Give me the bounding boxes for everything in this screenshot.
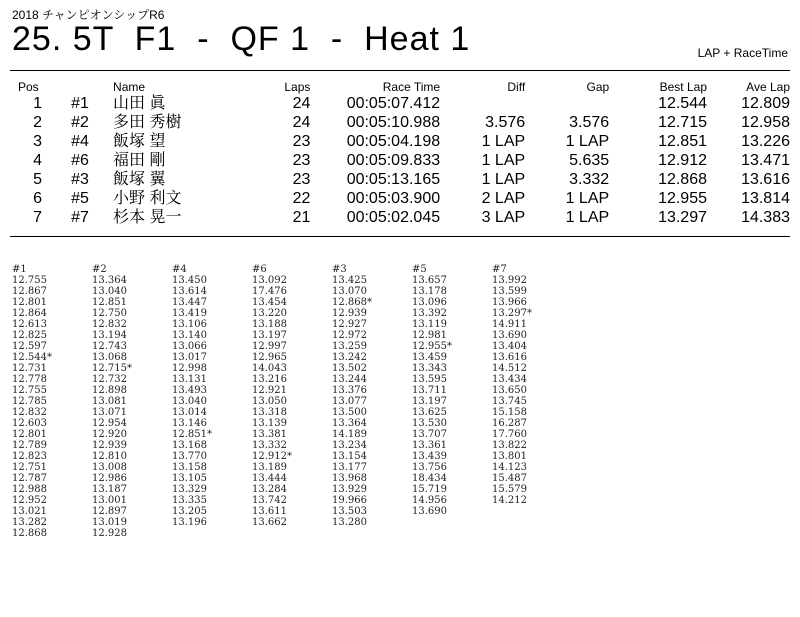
lap-time: 13.745 bbox=[492, 396, 527, 407]
lap-time: 12.751 bbox=[12, 462, 47, 473]
lap-time: 13.454 bbox=[252, 297, 287, 308]
laps-cell: 24 bbox=[292, 95, 311, 112]
lap-time: 18.434 bbox=[412, 473, 447, 484]
col-gap-header: Gap bbox=[586, 80, 610, 94]
lap-time: 13.071 bbox=[92, 407, 127, 418]
lap-time: 13.493 bbox=[172, 385, 207, 396]
lap-time: 13.657 bbox=[412, 275, 447, 286]
col-pos-header: Pos bbox=[18, 80, 39, 94]
lap-time: 14.189 bbox=[332, 429, 367, 440]
lap-time: 13.329 bbox=[172, 484, 207, 495]
lap-time: 13.335 bbox=[172, 495, 207, 506]
best-lap-cell: 12.912 bbox=[658, 152, 707, 169]
lap-time: 17.760 bbox=[492, 429, 527, 440]
lap-time: 12.952 bbox=[12, 495, 47, 506]
lap-time: 12.997 bbox=[252, 341, 287, 352]
lap-time: 19.966 bbox=[332, 495, 367, 506]
lap-time: 13.599 bbox=[492, 286, 527, 297]
lap-time: 13.364 bbox=[92, 275, 127, 286]
lap-time: 13.146 bbox=[172, 418, 207, 429]
lap-time: 12.789 bbox=[12, 440, 47, 451]
lap-time: 12.920 bbox=[92, 429, 127, 440]
lap-time: 12.755 bbox=[12, 275, 47, 286]
lap-time: 12.898 bbox=[92, 385, 127, 396]
car-number-cell: #3 bbox=[71, 171, 89, 188]
race-time-cell: 00:05:09.833 bbox=[346, 152, 441, 169]
lap-column bbox=[172, 264, 252, 539]
lap-time: 15.487 bbox=[492, 473, 527, 484]
best-lap-cell: 12.868 bbox=[658, 171, 707, 188]
results-row bbox=[18, 113, 790, 132]
lap-time: 17.476 bbox=[252, 286, 287, 297]
lap-time: 13.707 bbox=[412, 429, 447, 440]
lap-time: 13.929 bbox=[332, 484, 367, 495]
pos-cell: 2 bbox=[33, 114, 43, 131]
lap-time: 13.194 bbox=[92, 330, 127, 341]
lap-time: 13.040 bbox=[92, 286, 127, 297]
lap-time: 12.998 bbox=[172, 363, 207, 374]
ave-lap-cell: 13.616 bbox=[741, 171, 790, 188]
lap-time: 13.158 bbox=[172, 462, 207, 473]
lap-column bbox=[412, 264, 492, 539]
results-row bbox=[18, 151, 790, 170]
lap-column bbox=[492, 264, 572, 539]
lap-time: 13.284 bbox=[252, 484, 287, 495]
lap-time: 13.189 bbox=[252, 462, 287, 473]
lap-time: 13.105 bbox=[172, 473, 207, 484]
lap-time: 13.140 bbox=[172, 330, 207, 341]
results-header-row bbox=[18, 80, 790, 94]
driver-name-cell: 飯塚 望 bbox=[113, 133, 166, 150]
col-laps-header: Laps bbox=[284, 80, 311, 94]
driver-name-cell: 福田 剛 bbox=[113, 152, 166, 169]
best-lap-cell: 12.851 bbox=[658, 133, 707, 150]
ave-lap-cell: 13.814 bbox=[741, 190, 790, 207]
lap-time: 13.001 bbox=[92, 495, 127, 506]
lap-time: 12.778 bbox=[12, 374, 47, 385]
lap-time: 13.242 bbox=[332, 352, 367, 363]
lap-time: 13.066 bbox=[172, 341, 207, 352]
lap-time: 13.096 bbox=[412, 297, 447, 308]
ave-lap-cell: 12.809 bbox=[741, 95, 790, 112]
bottom-divider bbox=[10, 236, 790, 237]
lap-time: 13.742 bbox=[252, 495, 287, 506]
lap-time: 12.743 bbox=[92, 341, 127, 352]
lap-time: 13.234 bbox=[332, 440, 367, 451]
driver-name-cell: 飯塚 翼 bbox=[113, 171, 166, 188]
lap-time: 13.434 bbox=[492, 374, 527, 385]
lap-time: 13.447 bbox=[172, 297, 207, 308]
laps-cell: 23 bbox=[292, 133, 311, 150]
lap-time: 13.503 bbox=[332, 506, 367, 517]
lap-time: 13.690 bbox=[492, 330, 527, 341]
race-time-cell: 00:05:04.198 bbox=[346, 133, 441, 150]
ave-lap-cell: 14.383 bbox=[741, 209, 790, 226]
pos-cell: 4 bbox=[33, 152, 43, 169]
lap-time: 13.404 bbox=[492, 341, 527, 352]
lap-time: 12.867 bbox=[12, 286, 47, 297]
col-best-lap-header: Best Lap bbox=[659, 80, 707, 94]
pos-cell: 5 bbox=[33, 171, 43, 188]
race-time-cell: 00:05:10.988 bbox=[346, 114, 441, 131]
laps-cell: 22 bbox=[292, 190, 311, 207]
lap-time: 12.912* bbox=[252, 451, 292, 462]
lap-time: 13.662 bbox=[252, 517, 287, 528]
lap-time: 13.019 bbox=[92, 517, 127, 528]
lap-time: 12.939 bbox=[332, 308, 367, 319]
lap-time: 12.832 bbox=[12, 407, 47, 418]
lap-time: 14.123 bbox=[492, 462, 527, 473]
lap-time: 12.864 bbox=[12, 308, 47, 319]
pos-cell: 1 bbox=[33, 95, 43, 112]
lap-time: 12.823 bbox=[12, 451, 47, 462]
lap-time: 12.801 bbox=[12, 297, 47, 308]
lap-time: 13.968 bbox=[332, 473, 367, 484]
lap-time: 13.131 bbox=[172, 374, 207, 385]
lap-time: 13.690 bbox=[412, 506, 447, 517]
lap-time: 13.197 bbox=[412, 396, 447, 407]
lap-time: 12.981 bbox=[412, 330, 447, 341]
lap-time: 12.787 bbox=[12, 473, 47, 484]
lap-time: 15.158 bbox=[492, 407, 527, 418]
lap-time: 13.614 bbox=[172, 286, 207, 297]
ave-lap-cell: 13.471 bbox=[741, 152, 790, 169]
lap-time: 14.956 bbox=[412, 495, 447, 506]
laps-cell: 21 bbox=[292, 209, 311, 226]
lap-time: 14.911 bbox=[492, 319, 527, 330]
lap-time: 12.928 bbox=[92, 528, 127, 539]
laps-cell: 24 bbox=[292, 114, 311, 131]
lap-time: 14.212 bbox=[492, 495, 527, 506]
report-mode-label: LAP + RaceTime bbox=[697, 46, 788, 60]
lap-time: 14.043 bbox=[252, 363, 287, 374]
lap-time: 12.731 bbox=[12, 363, 47, 374]
gap-cell: 1 LAP bbox=[565, 209, 610, 226]
lap-time: 12.810 bbox=[92, 451, 127, 462]
lap-time: 13.077 bbox=[332, 396, 367, 407]
pos-cell: 7 bbox=[33, 209, 43, 226]
race-time-cell: 00:05:03.900 bbox=[346, 190, 441, 207]
lap-time: 13.106 bbox=[172, 319, 207, 330]
lap-time: 12.613 bbox=[12, 319, 47, 330]
results-body bbox=[18, 94, 790, 227]
lap-time: 13.216 bbox=[252, 374, 287, 385]
lap-time: 12.597 bbox=[12, 341, 47, 352]
lap-time: 13.502 bbox=[332, 363, 367, 374]
lap-time: 12.750 bbox=[92, 308, 127, 319]
lap-time: 13.070 bbox=[332, 286, 367, 297]
lap-time: 13.014 bbox=[172, 407, 207, 418]
lap-time: 13.197 bbox=[252, 330, 287, 341]
best-lap-cell: 12.544 bbox=[658, 95, 707, 112]
lap-time: 13.332 bbox=[252, 440, 287, 451]
lap-time: 12.988 bbox=[12, 484, 47, 495]
lap-time: 12.732 bbox=[92, 374, 127, 385]
lap-time: 12.715* bbox=[92, 363, 132, 374]
col-car-header bbox=[71, 80, 103, 94]
gap-cell: 5.635 bbox=[569, 152, 610, 169]
col-race-time-header: Race Time bbox=[382, 80, 441, 94]
lap-time: 12.972 bbox=[332, 330, 367, 341]
ave-lap-cell: 13.226 bbox=[741, 133, 790, 150]
gap-cell: 3.576 bbox=[569, 114, 610, 131]
results-row bbox=[18, 132, 790, 151]
gap-cell: 1 LAP bbox=[565, 190, 610, 207]
driver-name-cell: 小野 利文 bbox=[113, 190, 182, 207]
lap-time: 13.008 bbox=[92, 462, 127, 473]
lap-time: 12.603 bbox=[12, 418, 47, 429]
lap-time: 13.119 bbox=[412, 319, 447, 330]
lap-time: 13.177 bbox=[332, 462, 367, 473]
car-number-cell: #5 bbox=[71, 190, 89, 207]
results-row bbox=[18, 208, 790, 227]
lap-column-car-header: #5 bbox=[412, 264, 427, 275]
lap-time: 13.419 bbox=[172, 308, 207, 319]
lap-time: 13.081 bbox=[92, 396, 127, 407]
lap-time: 12.927 bbox=[332, 319, 367, 330]
lap-time: 13.500 bbox=[332, 407, 367, 418]
lap-column bbox=[92, 264, 172, 539]
lap-time: 13.611 bbox=[252, 506, 287, 517]
lap-time: 13.187 bbox=[92, 484, 127, 495]
lap-time: 12.954 bbox=[92, 418, 127, 429]
lap-time: 13.092 bbox=[252, 275, 287, 286]
gap-cell: 3.332 bbox=[569, 171, 610, 188]
lap-time: 13.318 bbox=[252, 407, 287, 418]
car-number-cell: #7 bbox=[71, 209, 89, 226]
lap-time: 13.625 bbox=[412, 407, 447, 418]
car-number-cell: #2 bbox=[71, 114, 89, 131]
ave-lap-cell: 12.958 bbox=[741, 114, 790, 131]
results-table bbox=[18, 80, 790, 227]
col-diff-header: Diff bbox=[507, 80, 526, 94]
lap-time: 12.851 bbox=[92, 297, 127, 308]
lap-time: 12.955* bbox=[412, 341, 452, 352]
lap-time: 12.544* bbox=[12, 352, 52, 363]
lap-time: 13.139 bbox=[252, 418, 287, 429]
lap-column-car-header: #1 bbox=[12, 264, 27, 275]
lap-time: 12.755 bbox=[12, 385, 47, 396]
lap-time: 13.966 bbox=[492, 297, 527, 308]
car-number-cell: #4 bbox=[71, 133, 89, 150]
lap-time: 13.178 bbox=[412, 286, 447, 297]
driver-name-cell: 杉本 晃一 bbox=[113, 209, 182, 226]
car-number-cell: #1 bbox=[71, 95, 89, 112]
lap-time: 13.220 bbox=[252, 308, 287, 319]
results-row bbox=[18, 189, 790, 208]
col-ave-lap-header: Ave Lap bbox=[746, 80, 790, 94]
lap-time: 13.450 bbox=[172, 275, 207, 286]
lap-time: 16.287 bbox=[492, 418, 527, 429]
lap-column bbox=[12, 264, 92, 539]
top-divider bbox=[10, 70, 790, 71]
lap-time: 13.244 bbox=[332, 374, 367, 385]
lap-time: 13.650 bbox=[492, 385, 527, 396]
lap-time: 13.297* bbox=[492, 308, 532, 319]
lap-time: 13.530 bbox=[412, 418, 447, 429]
laps-cell: 23 bbox=[292, 152, 311, 169]
diff-cell: 3 LAP bbox=[481, 209, 526, 226]
lap-time: 13.196 bbox=[172, 517, 207, 528]
lap-time: 13.616 bbox=[492, 352, 527, 363]
lap-time: 12.939 bbox=[92, 440, 127, 451]
lap-time: 12.832 bbox=[92, 319, 127, 330]
lap-time: 12.868 bbox=[12, 528, 47, 539]
diff-cell: 3.576 bbox=[485, 114, 526, 131]
pos-cell: 3 bbox=[33, 133, 43, 150]
lap-time: 13.280 bbox=[332, 517, 367, 528]
lap-time: 13.992 bbox=[492, 275, 527, 286]
lap-column-car-header: #7 bbox=[492, 264, 507, 275]
lap-time: 12.851* bbox=[172, 429, 212, 440]
lap-column-car-header: #3 bbox=[332, 264, 347, 275]
lap-time: 13.205 bbox=[172, 506, 207, 517]
laps-cell: 23 bbox=[292, 171, 311, 188]
lap-time: 13.595 bbox=[412, 374, 447, 385]
lap-time: 15.719 bbox=[412, 484, 447, 495]
driver-name-cell: 山田 眞 bbox=[113, 95, 166, 112]
lap-time: 13.459 bbox=[412, 352, 447, 363]
lap-times-grid bbox=[12, 264, 572, 539]
gap-cell bbox=[525, 94, 609, 113]
lap-time: 13.068 bbox=[92, 352, 127, 363]
lap-time: 13.154 bbox=[332, 451, 367, 462]
race-time-cell: 00:05:13.165 bbox=[346, 171, 441, 188]
lap-time: 13.801 bbox=[492, 451, 527, 462]
lap-time: 13.259 bbox=[332, 341, 367, 352]
lap-time: 12.965 bbox=[252, 352, 287, 363]
lap-time: 13.392 bbox=[412, 308, 447, 319]
lap-time: 12.868* bbox=[332, 297, 372, 308]
lap-time: 13.439 bbox=[412, 451, 447, 462]
lap-time: 13.444 bbox=[252, 473, 287, 484]
race-time-cell: 00:05:07.412 bbox=[346, 95, 441, 112]
diff-cell: 1 LAP bbox=[481, 133, 526, 150]
lap-time: 12.921 bbox=[252, 385, 287, 396]
lap-time: 13.361 bbox=[412, 440, 447, 451]
lap-time: 13.711 bbox=[412, 385, 447, 396]
lap-time: 12.785 bbox=[12, 396, 47, 407]
lap-time: 13.364 bbox=[332, 418, 367, 429]
lap-time: 13.282 bbox=[12, 517, 47, 528]
lap-time: 12.897 bbox=[92, 506, 127, 517]
lap-time: 13.822 bbox=[492, 440, 527, 451]
results-row bbox=[18, 170, 790, 189]
diff-cell: 2 LAP bbox=[481, 190, 526, 207]
lap-time: 13.770 bbox=[172, 451, 207, 462]
lap-time: 15.579 bbox=[492, 484, 527, 495]
col-name-header: Name bbox=[113, 80, 146, 94]
lap-time: 13.756 bbox=[412, 462, 447, 473]
diff-cell: 1 LAP bbox=[481, 152, 526, 169]
lap-time: 13.343 bbox=[412, 363, 447, 374]
car-number-cell: #6 bbox=[71, 152, 89, 169]
gap-cell: 1 LAP bbox=[565, 133, 610, 150]
race-time-cell: 00:05:02.045 bbox=[346, 209, 441, 226]
lap-time: 13.168 bbox=[172, 440, 207, 451]
event-subtitle: 2018 チャンピオンシップR6 bbox=[12, 8, 165, 22]
lap-column bbox=[252, 264, 332, 539]
diff-cell bbox=[440, 94, 525, 113]
race-title: 25. 5T F1 - QF 1 - Heat 1 bbox=[12, 20, 471, 58]
lap-column-car-header: #2 bbox=[92, 264, 107, 275]
lap-time: 13.040 bbox=[172, 396, 207, 407]
lap-column-car-header: #6 bbox=[252, 264, 267, 275]
lap-time: 12.986 bbox=[92, 473, 127, 484]
lap-time: 12.801 bbox=[12, 429, 47, 440]
diff-cell: 1 LAP bbox=[481, 171, 526, 188]
lap-time: 13.021 bbox=[12, 506, 47, 517]
results-row bbox=[18, 94, 790, 113]
driver-name-cell: 多田 秀樹 bbox=[113, 114, 182, 131]
lap-time: 13.381 bbox=[252, 429, 287, 440]
lap-time: 13.017 bbox=[172, 352, 207, 363]
lap-time: 14.512 bbox=[492, 363, 527, 374]
lap-time: 12.825 bbox=[12, 330, 47, 341]
best-lap-cell: 12.715 bbox=[658, 114, 707, 131]
lap-column bbox=[332, 264, 412, 539]
lap-time: 13.425 bbox=[332, 275, 367, 286]
lap-time: 13.188 bbox=[252, 319, 287, 330]
lap-time: 13.376 bbox=[332, 385, 367, 396]
lap-column-car-header: #4 bbox=[172, 264, 187, 275]
best-lap-cell: 12.955 bbox=[658, 190, 707, 207]
lap-time: 13.050 bbox=[252, 396, 287, 407]
pos-cell: 6 bbox=[33, 190, 43, 207]
best-lap-cell: 13.297 bbox=[658, 209, 707, 226]
